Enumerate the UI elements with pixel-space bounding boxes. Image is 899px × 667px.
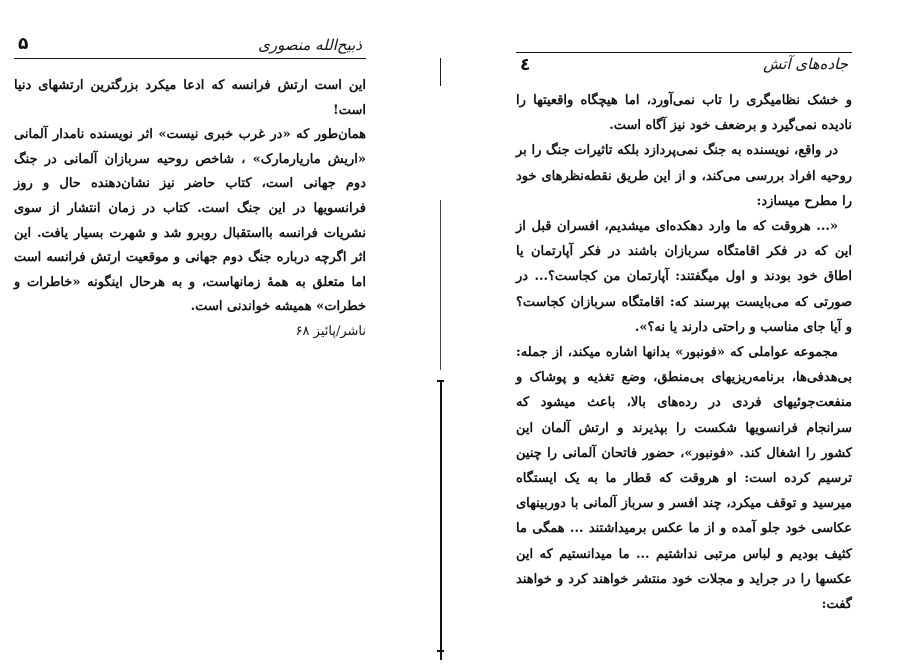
quote-paragraph: «... هروقت که ما وارد دهکده‌ای میشدیم، افسران قبل از این که در فکر اقامتگاه سربازان باشند در فکر آپارتمان یا اطاق خود بودند و اول میگفتند: آپارتمان من کجاست؟... در صورتی که می‌بایست بپرسند که: اقامتگاه سربازان کجاست؟ و آیا جای مناسب و راحتی دارند یا نه؟». xyxy=(516,219,852,335)
right-running-title: جاده‌های آتش xyxy=(763,55,848,73)
paragraph: در واقع، نویسنده به جنگ نمی‌پردازد بلکه تاثیرات جنگ را بر روحیه افراد بررسی می‌کند، و از این طریق نقطه‌نظرهای خود را مطرح میسازد: xyxy=(516,143,852,209)
paragraph: این است ارتش فرانسه که ادعا میکرد بزرگترین ارتشهای دنیا است! xyxy=(14,78,366,118)
right-body-text xyxy=(516,88,852,617)
left-page xyxy=(0,0,440,667)
gutter-line xyxy=(440,58,441,86)
right-page xyxy=(452,0,899,667)
gutter-line xyxy=(440,200,441,370)
left-body-text xyxy=(14,74,366,345)
right-page-number: ٤ xyxy=(520,55,531,75)
left-running-title: ذبیح‌الله منصوری xyxy=(258,36,362,54)
paragraph: همان‌طور که «در غرب خبری نیست» اثر نویسنده نامدار آلمانی «اریش ماریارمارک» ، شاخص روحیه سربازان آلمانی در جنگ دوم جهانی است، کتاب حاضر نیز نشان‌دهنده حال و روز فرانسویها در این جنگ است. کتاب در زمان انتشار از سوی نشریات فرانسه بااستقبال روبرو شد و شهرت بسیار یافت. این اثر اگرچه درباره جنگ دوم جهانی و موقعیت ارتش فرانسه است اما متعلق به همهٔ زمانهاست، و به هرحال اینگونه «خاطرات و خطرات» همیشه خواندنی است. xyxy=(14,127,366,315)
paragraph: و خشک نظامیگری را تاب نمی‌آورد، اما هیچگاه واقعیتها را نادیده نمی‌گیرد و برضعف خود نیز آگاه است. xyxy=(516,93,852,134)
left-page-header xyxy=(14,34,366,59)
right-page-header xyxy=(516,52,852,75)
paragraph: مجموعه عواملی که «فونبور» بدانها اشاره میکند، از جمله: بی‌هدفی‌ها، برنامه‌ریزیهای بی‌منطق، وضع تغذیه و پوشاک و منفعت‌جوئیهای فردی در رده‌های بالا، باعث میشود که سرانجام فرانسویها شکست را بپذیرند و ارتش آلمان این کشور را اشغال کند. «فونبور»، حضور فاتحان آلمانی را چنین ترسیم کرده است: او هروقت که قطار ما به یک ایستگاه میرسید و توقف میکرد، چند افسر و سرباز آلمانی با دوربینهای عکاسی خود جلو آمده و از ما عکس برمیداشتند ... همگی ما کثیف بودیم و لباس مرتبی نداشتیم ... ما میدانستیم که این عکسها را در جراید و مجلات خود منتشر خواهند کرد و خواهند گفت: xyxy=(516,345,852,613)
left-page-number: ۵ xyxy=(18,34,29,54)
gutter-line xyxy=(440,380,442,660)
publisher-signature: ناشر/پائیز ۶۸ xyxy=(295,323,366,339)
